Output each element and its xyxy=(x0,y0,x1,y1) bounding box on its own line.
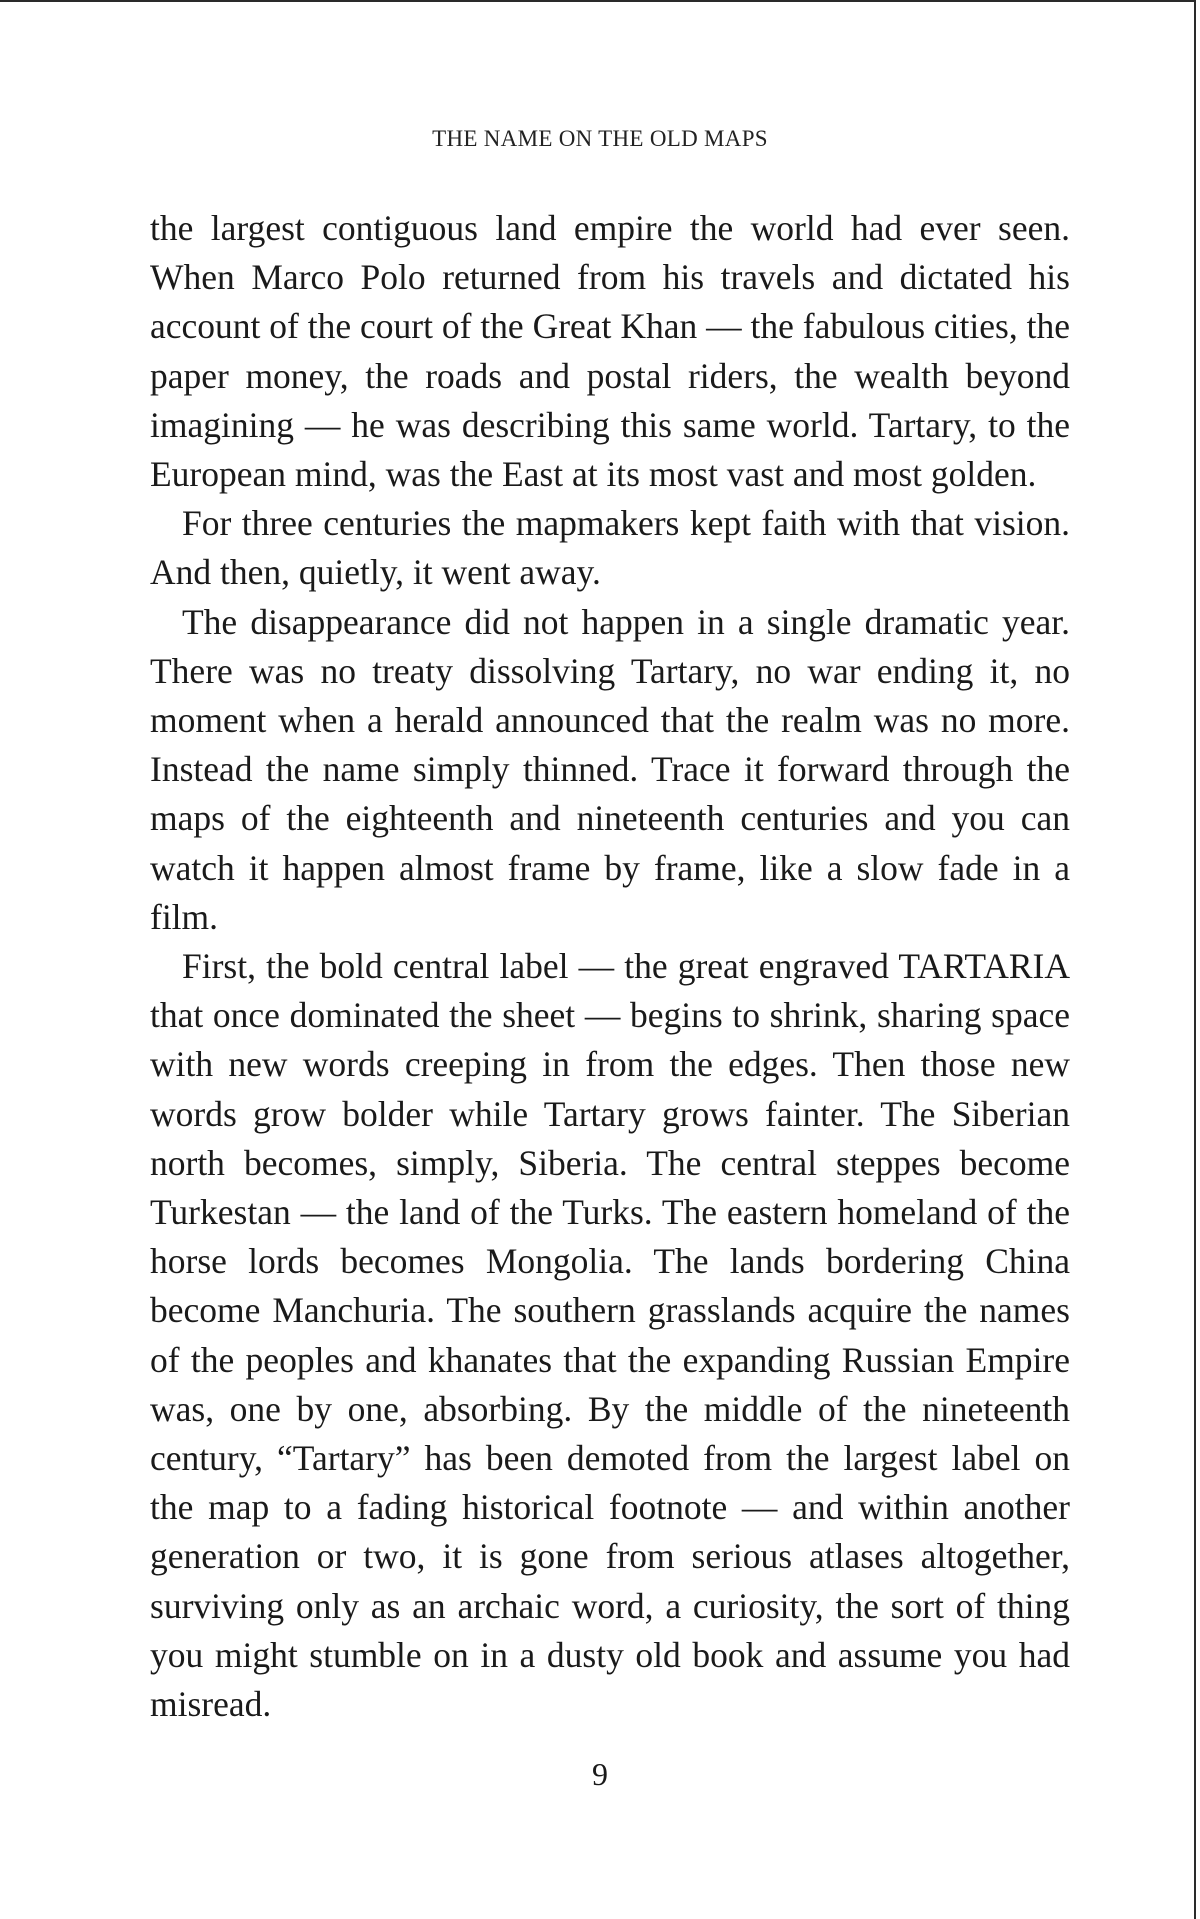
running-head: THE NAME ON THE OLD MAPS xyxy=(432,126,768,151)
paragraph: For three centuries the mapmakers kept faith with that vision. And then, quietly, it went away. xyxy=(150,503,1070,593)
page-right-border xyxy=(1194,0,1196,1919)
page-top-border xyxy=(0,0,1196,2)
paragraph: First, the bold central label — the great engraved TARTARIA that once dominated the sheet — begins to shrink, sharing space with new words creeping in from the edges. Then those new words grow bolder while Tartary grows fainter. The Siberian north becomes, simply, Siberia. The central steppes become Turkestan — the land of the Turks. The eastern homeland of the horse lords becomes Mongolia. The lands bordering China become Manchuria. The southern grasslands acquire the names of the peoples and khanates that the expanding Russian Empire was, one by one, absorbing. By the middle of the nineteenth century, “Tartary” has been demoted from the largest label on the map to a fading historical footnote — and within another generation or two, it is gone from serious atlases altogether, surviving only as an archaic word, a curiosity, the sort of thing you might stumble on in a dusty old book and assume you had misread. xyxy=(150,946,1070,1725)
body-text xyxy=(150,204,1070,1729)
paragraph-continued: the largest contiguous land empire the world had ever seen. When Marco Polo returned from his travels and dictated his account of the court of the Great Khan — the fabulous cities, the paper money, the roads and postal riders, the wealth beyond imagining — he was describing this same world. Tartary, to the European mind, was the East at its most vast and most golden. xyxy=(150,208,1070,495)
paragraph: The disappearance did not happen in a single dramatic year. There was no treaty dissolving Tartary, no war ending it, no moment when a herald announced that the realm was no more. Instead the name simply thinned. Trace it forward through the maps of the eighteenth and nineteenth centuries and you can watch it happen almost frame by frame, like a slow fade in a film. xyxy=(150,601,1070,937)
page-number: 9 xyxy=(592,1756,608,1792)
